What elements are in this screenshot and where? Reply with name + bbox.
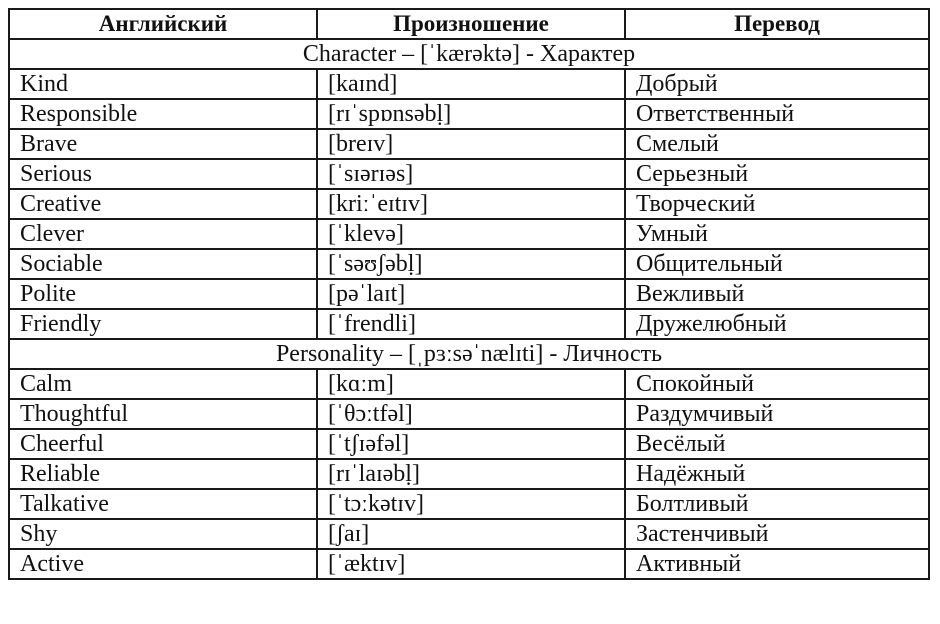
table-row (9, 99, 929, 129)
table-row (9, 369, 929, 399)
table-row (9, 549, 929, 579)
english-word: Friendly (9, 309, 317, 339)
table-row (9, 129, 929, 159)
translation: Умный (625, 219, 929, 249)
translation: Надёжный (625, 459, 929, 489)
pronunciation: [pəˈlaɪt] (317, 279, 625, 309)
english-word: Shy (9, 519, 317, 549)
translation: Болтливый (625, 489, 929, 519)
translation: Раздумчивый (625, 399, 929, 429)
table-row (9, 279, 929, 309)
pronunciation: [ˈfrendli] (317, 309, 625, 339)
pronunciation: [ˈθɔːtfəl] (317, 399, 625, 429)
pronunciation: [breɪv] (317, 129, 625, 159)
translation: Застенчивый (625, 519, 929, 549)
english-word: Calm (9, 369, 317, 399)
section-title: Character – [ˈkærəktə] - Характер (9, 39, 929, 69)
english-word: Sociable (9, 249, 317, 279)
translation: Дружелюбный (625, 309, 929, 339)
header-row (9, 9, 929, 39)
pronunciation: [kriːˈeɪtɪv] (317, 189, 625, 219)
translation: Смелый (625, 129, 929, 159)
english-word: Responsible (9, 99, 317, 129)
english-word: Active (9, 549, 317, 579)
table-row (9, 159, 929, 189)
translation: Ответственный (625, 99, 929, 129)
translation: Творческий (625, 189, 929, 219)
english-word: Cheerful (9, 429, 317, 459)
table-row (9, 519, 929, 549)
pronunciation: [ˈsɪərɪəs] (317, 159, 625, 189)
translation: Весёлый (625, 429, 929, 459)
pronunciation: [rɪˈspɒnsəbḷ] (317, 99, 625, 129)
translation: Серьезный (625, 159, 929, 189)
section-row-character (9, 39, 929, 69)
section-row-personality (9, 339, 929, 369)
table-row (9, 189, 929, 219)
english-word: Talkative (9, 489, 317, 519)
english-word: Serious (9, 159, 317, 189)
pronunciation: [kɑːm] (317, 369, 625, 399)
english-word: Brave (9, 129, 317, 159)
pronunciation: [ˈsəʊʃəbḷ] (317, 249, 625, 279)
translation: Спокойный (625, 369, 929, 399)
header-translation: Перевод (625, 9, 929, 39)
vocabulary-table (8, 8, 930, 580)
pronunciation: [rɪˈlaɪəbḷ] (317, 459, 625, 489)
translation: Добрый (625, 69, 929, 99)
english-word: Polite (9, 279, 317, 309)
table-row (9, 219, 929, 249)
table-row (9, 309, 929, 339)
english-word: Clever (9, 219, 317, 249)
pronunciation: [ʃaɪ] (317, 519, 625, 549)
english-word: Creative (9, 189, 317, 219)
translation: Вежливый (625, 279, 929, 309)
pronunciation: [ˈklevə] (317, 219, 625, 249)
pronunciation: [kaɪnd] (317, 69, 625, 99)
table-row (9, 249, 929, 279)
table-row (9, 69, 929, 99)
header-pronunciation: Произношение (317, 9, 625, 39)
pronunciation: [ˈtɔːkətɪv] (317, 489, 625, 519)
english-word: Reliable (9, 459, 317, 489)
english-word: Thoughtful (9, 399, 317, 429)
table-row (9, 399, 929, 429)
english-word: Kind (9, 69, 317, 99)
pronunciation: [ˈtʃɪəfəl] (317, 429, 625, 459)
pronunciation: [ˈæktɪv] (317, 549, 625, 579)
table-row (9, 459, 929, 489)
translation: Активный (625, 549, 929, 579)
section-title: Personality – [ˌpɜːsəˈnælɪti] - Личность (9, 339, 929, 369)
header-english: Английский (9, 9, 317, 39)
table-row (9, 489, 929, 519)
translation: Общительный (625, 249, 929, 279)
table-row (9, 429, 929, 459)
